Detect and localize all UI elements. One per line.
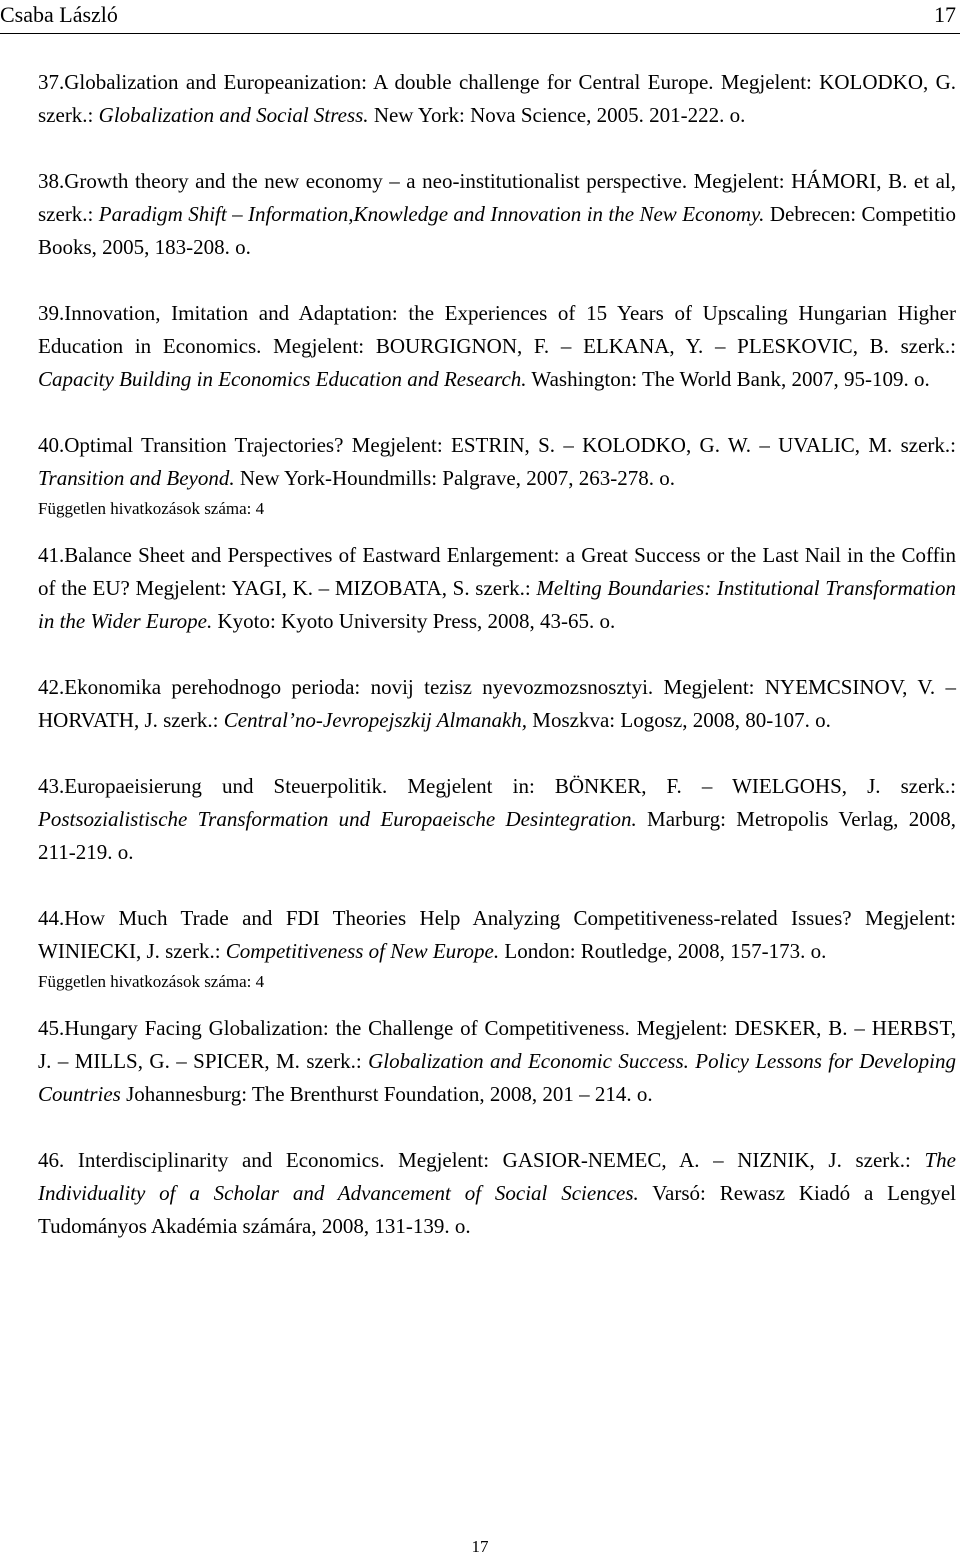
header-page-number: 17 <box>934 2 956 27</box>
entry-text: Hungary Facing Globalization: the Challenge of Competitiveness. Megjelent: DESKER, B. – HERBST, J. – MILLS, G. – SPICER, M. szerk.: <box>38 1016 956 1073</box>
entry-text: Washington: The World Bank, 2007, 95-109. o. <box>526 367 930 391</box>
bibliography-entry <box>38 1012 956 1111</box>
entry-text: Balance Sheet and Perspectives of Eastward Enlargement: a Great Success or the Last Nail in the Coffin of the EU? Megjelent: YAGI, K. – MIZOBATA, S. szerk.: <box>38 543 956 600</box>
bibliography-entry <box>38 165 956 264</box>
entry-number: 43. <box>38 774 65 798</box>
entry-number: 40. <box>38 433 65 457</box>
bibliography-entry <box>38 671 956 737</box>
citation-count-note: Független hivatkozások száma: 4 <box>38 972 265 991</box>
entry-text: Interdisciplinarity and Economics. Megjelent: GASIOR-NEMEC, A. – NIZNIK, J. szerk.: <box>77 1148 925 1172</box>
entry-number: 41. <box>38 543 65 567</box>
entry-text: Optimal Transition Trajectories? Megjelent: ESTRIN, S. – KOLODKO, G. W. – UVALIC, M. szerk.: <box>64 433 956 457</box>
entry-text: London: Routledge, 2008, 157-173. o. <box>499 939 827 963</box>
entry-title-italic: Capacity Building in Economics Education and Research. <box>38 367 527 391</box>
entry-number: 46. <box>38 1148 78 1172</box>
entry-text: How Much Trade and FDI Theories Help Analyzing Competitiveness-related Issues? Megjelent: WINIECKI, J. szerk.: <box>38 906 956 963</box>
entry-title-italic: Paradigm Shift – Information,Knowledge and Innovation in the New Economy. <box>98 202 765 226</box>
entry-text: Kyoto: Kyoto University Press, 2008, 43-65. o. <box>212 609 616 633</box>
entry-text: Europaeisierung und Steuerpolitik. Megjelent in: BÖNKER, F. – WIELGOHS, J. szerk.: <box>64 774 956 798</box>
entry-text: Globalization and Europeanization: A double challenge for Central Europe. Megjelent: KOLODKO, G. szerk.: <box>38 70 956 127</box>
bibliography-entry <box>38 770 956 869</box>
entry-text: Moszkva: Logosz, 2008, 80-107. o. <box>527 708 831 732</box>
entry-text: New York: Nova Science, 2005. 201-222. o. <box>368 103 746 127</box>
bibliography-entry <box>38 297 956 396</box>
bibliography-entry <box>38 539 956 638</box>
entry-title-italic: The Individuality of a Scholar and Advancement of Social Sciences. <box>38 1148 956 1205</box>
entry-title-italic: Melting Boundaries: Institutional Transformation in the Wider Europe. <box>38 576 956 633</box>
entry-text: Marburg: Metropolis Verlag, 2008, 211-219. o. <box>38 807 956 864</box>
entry-text: Ekonomika perehodnogo perioda: novij tezisz nyevozmozsnosztyi. Megjelent: NYEMCSINOV, V. – HORVATH, J. szerk.: <box>38 675 956 732</box>
entry-number: 39. <box>38 301 65 325</box>
entry-title-italic: Transition and Beyond. <box>38 466 235 490</box>
entry-text: Varsó: Rewasz Kiadó a Lengyel Tudományos Akadémia számára, 2008, 131-139. o. <box>38 1181 956 1238</box>
entry-title-italic: Postsozialistische Transformation und Europaeische Desintegration. <box>38 807 637 831</box>
bibliography-list <box>38 66 956 1243</box>
entry-title-italic: Central’no-Jevropejszkij Almanakh, <box>223 708 528 732</box>
footer-page-number: 17 <box>471 1537 489 1556</box>
entry-text: Debrecen: Competitio Books, 2005, 183-208. o. <box>38 202 956 259</box>
page-header <box>0 0 960 34</box>
citation-count-note: Független hivatkozások száma: 4 <box>38 499 265 518</box>
header-author: Csaba László <box>0 2 118 27</box>
entry-title-italic: Globalization and Economic Success. Policy Lessons for Developing Countries <box>38 1049 956 1106</box>
entry-title-italic: Competitiveness of New Europe. <box>225 939 500 963</box>
entry-number: 37. <box>38 70 65 94</box>
bibliography-entry <box>38 429 956 495</box>
bibliography-entry <box>38 66 956 132</box>
entry-number: 44. <box>38 906 65 930</box>
entry-text: Innovation, Imitation and Adaptation: the Experiences of 15 Years of Upscaling Hungarian Higher Education in Economics. Megjelent: BOURGIGNON, F. – ELKANA, Y. – PLESKOVIC, B. szerk.: <box>38 301 956 358</box>
entry-title-italic: Globalization and Social Stress. <box>98 103 369 127</box>
entry-text: Johannesburg: The Brenthurst Foundation, 2008, 201 – 214. o. <box>120 1082 653 1106</box>
entry-number: 45. <box>38 1016 65 1040</box>
entry-number: 38. <box>38 169 65 193</box>
entry-number: 42. <box>38 675 65 699</box>
bibliography-entry <box>38 1144 956 1243</box>
entry-text: Growth theory and the new economy – a neo-institutionalist perspective. Megjelent: HÁMORI, B. et al, szerk.: <box>38 169 956 226</box>
bibliography-entry <box>38 902 956 968</box>
entry-text: New York-Houndmills: Palgrave, 2007, 263-278. o. <box>234 466 675 490</box>
